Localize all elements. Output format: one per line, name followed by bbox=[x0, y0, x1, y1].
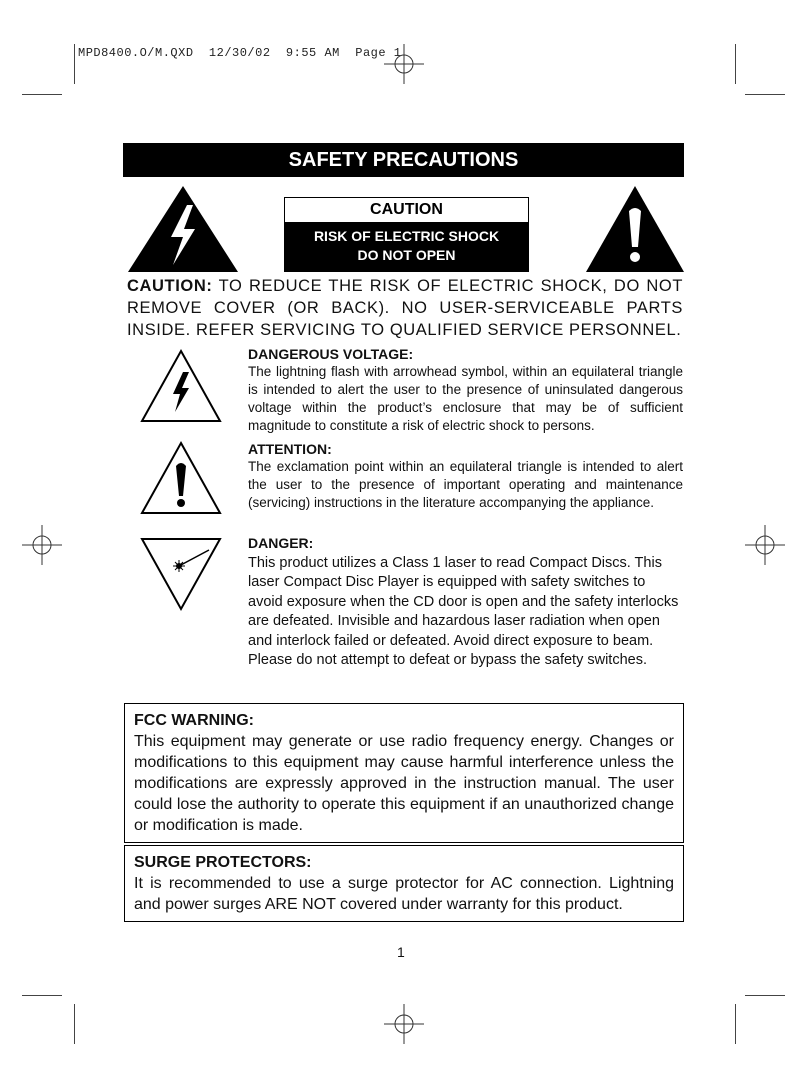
caution-statement bbox=[127, 275, 683, 341]
caution-body bbox=[285, 222, 528, 272]
lightning-triangle-icon bbox=[139, 348, 223, 424]
fcc-text: This equipment may generate or use radio frequency energy. Changes or modifications to this equipment may cause harmful interference unless the modifications are expressly approved in the instruction manual. The user could lose the authority to operate this equipment if an unauthorized change or modification is made. bbox=[134, 733, 674, 834]
section-text: This product utilizes a Class 1 laser to read Compact Discs. This laser Compact Disc Player is equipped with safety switches to avoid exposure when the CD door is open and the safety interlocks are defeated. Invisible and hazardous laser radiation when open and interlock failed or defeated. Avoid direct exposure to beam. Please do not attempt to defeat or bypass the safety switches. bbox=[248, 554, 679, 668]
crop-mark bbox=[74, 44, 75, 84]
crop-mark bbox=[745, 94, 785, 95]
crop-mark bbox=[735, 1004, 736, 1044]
registration-mark-icon bbox=[384, 44, 424, 84]
crop-mark bbox=[22, 94, 62, 95]
registration-mark-icon bbox=[22, 525, 62, 565]
crop-mark bbox=[735, 44, 736, 84]
registration-mark-icon bbox=[745, 525, 785, 565]
fcc-heading: FCC WARNING: bbox=[134, 712, 254, 729]
fcc-warning-box bbox=[124, 703, 684, 843]
dangerous-voltage-section bbox=[248, 345, 683, 435]
registration-mark-icon bbox=[384, 1004, 424, 1044]
section-text: The exclamation point within an equilateral triangle is intended to alert the user to the presence of important operating and maintenance (servicing) instructions in the literature accompanying the appliance. bbox=[248, 459, 683, 510]
caution-line-2: DO NOT OPEN bbox=[357, 247, 456, 263]
page-number: 1 bbox=[397, 944, 405, 960]
lightning-warning-icon bbox=[127, 185, 239, 273]
section-text: The lightning flash with arrowhead symbol, within an equilateral triangle is intended to alert the user to the presence of uninsulated dangerous voltage within the product’s enclosure that may be of sufficient magnitude to constitute a risk of electric shock to persons. bbox=[248, 364, 683, 433]
section-heading: DANGEROUS VOLTAGE: bbox=[248, 346, 414, 362]
crop-mark bbox=[745, 995, 785, 996]
surge-heading: SURGE PROTECTORS: bbox=[134, 854, 312, 871]
surge-protectors-box bbox=[124, 845, 684, 922]
caution-line-1: RISK OF ELECTRIC SHOCK bbox=[313, 228, 500, 244]
crop-mark bbox=[22, 995, 62, 996]
danger-section bbox=[248, 534, 683, 671]
page-title: SAFETY PRECAUTIONS bbox=[123, 143, 684, 177]
caution-statement-label: CAUTION: bbox=[127, 277, 213, 295]
exclamation-warning-icon bbox=[585, 185, 685, 273]
crop-mark bbox=[74, 1004, 75, 1044]
caution-title: CAUTION bbox=[285, 198, 528, 222]
surge-text: It is recommended to use a surge protector for AC connection. Lightning and power surges ARE NOT covered under warranty for this product. bbox=[134, 875, 674, 913]
attention-section bbox=[248, 440, 683, 512]
laser-warning-icon bbox=[139, 536, 223, 612]
caution-statement-text: TO REDUCE THE RISK OF ELECTRIC SHOCK, DO NOT REMOVE COVER (OR BACK). NO USER-SERVICEABLE PARTS INSIDE. REFER SERVICING TO QUALIFIED SERVICE PERSONNEL. bbox=[127, 277, 683, 339]
print-slug: MPD8400.O/M.QXD 12/30/02 9:55 AM Page 1 bbox=[78, 46, 402, 60]
exclamation-triangle-icon bbox=[139, 440, 223, 516]
section-heading: DANGER: bbox=[248, 535, 314, 551]
section-heading: ATTENTION: bbox=[248, 441, 332, 457]
caution-label-box bbox=[284, 197, 529, 272]
